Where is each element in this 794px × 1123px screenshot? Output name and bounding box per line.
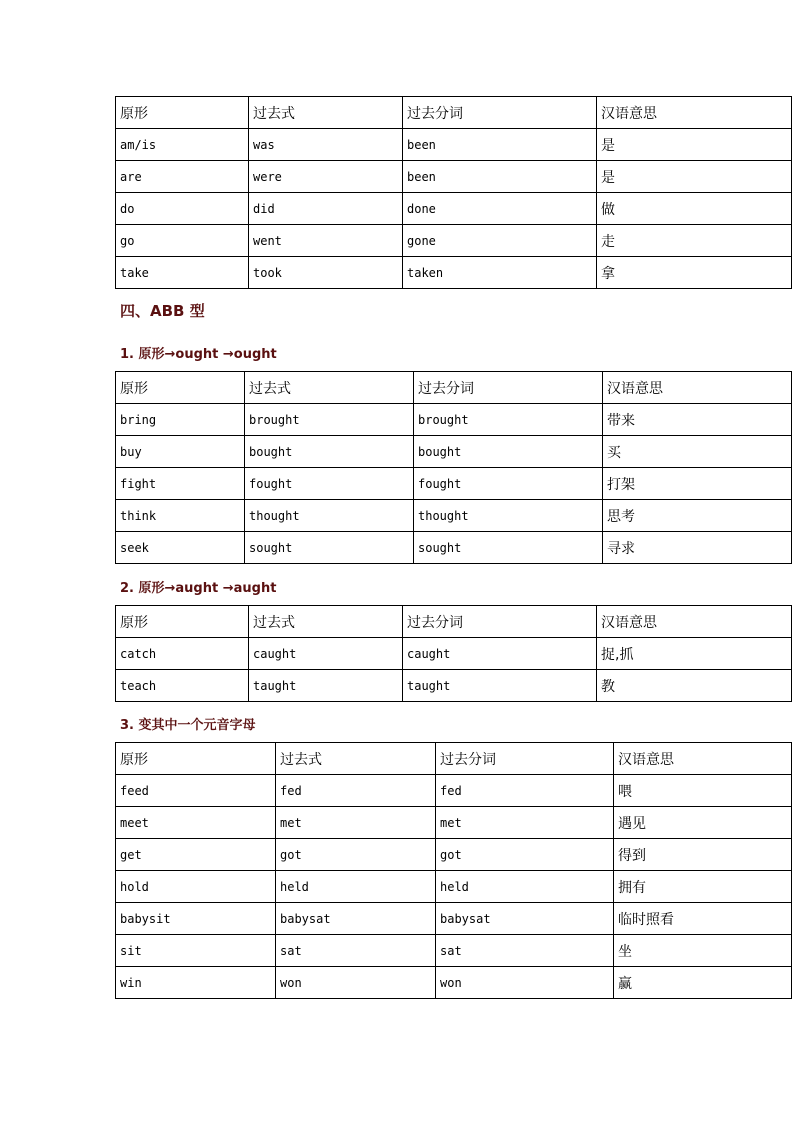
- base-form-cell: get: [116, 839, 276, 871]
- meaning-cell: 赢: [614, 967, 792, 999]
- past-participle-cell: fed: [436, 775, 614, 807]
- table-row: [116, 257, 792, 289]
- table-header-row: [116, 372, 792, 404]
- past-tense-cell: babysat: [276, 903, 436, 935]
- header-base-form: 原形: [116, 606, 249, 638]
- header-past-participle: 过去分词: [414, 372, 603, 404]
- header-past-participle: 过去分词: [403, 97, 597, 129]
- base-form-cell: take: [116, 257, 249, 289]
- table-row: [116, 775, 792, 807]
- past-tense-cell: fought: [245, 468, 414, 500]
- past-participle-cell: caught: [403, 638, 597, 670]
- past-tense-cell: met: [276, 807, 436, 839]
- base-form-cell: babysit: [116, 903, 276, 935]
- past-participle-cell: sat: [436, 935, 614, 967]
- past-tense-cell: held: [276, 871, 436, 903]
- past-participle-cell: brought: [414, 404, 603, 436]
- base-form-cell: am/is: [116, 129, 249, 161]
- header-chinese-meaning: 汉语意思: [603, 372, 792, 404]
- subheading-vowel-change: 3. 变其中一个元音字母: [120, 718, 256, 733]
- meaning-cell: 遇见: [614, 807, 792, 839]
- base-form-cell: do: [116, 193, 249, 225]
- base-form-cell: bring: [116, 404, 245, 436]
- past-tense-cell: fed: [276, 775, 436, 807]
- base-form-cell: feed: [116, 775, 276, 807]
- past-participle-cell: babysat: [436, 903, 614, 935]
- base-form-cell: think: [116, 500, 245, 532]
- meaning-cell: 临时照看: [614, 903, 792, 935]
- verb-table-vowel-change: [115, 742, 792, 999]
- past-participle-cell: bought: [414, 436, 603, 468]
- past-tense-cell: taught: [249, 670, 403, 702]
- meaning-cell: 拥有: [614, 871, 792, 903]
- header-past-tense: 过去式: [249, 97, 403, 129]
- header-past-participle: 过去分词: [436, 743, 614, 775]
- table-row: [116, 436, 792, 468]
- base-form-cell: fight: [116, 468, 245, 500]
- table-header-row: [116, 743, 792, 775]
- past-tense-cell: took: [249, 257, 403, 289]
- header-past-tense: 过去式: [249, 606, 403, 638]
- table-row: [116, 532, 792, 564]
- table-row: [116, 807, 792, 839]
- header-chinese-meaning: 汉语意思: [597, 97, 792, 129]
- base-form-cell: sit: [116, 935, 276, 967]
- past-tense-cell: sat: [276, 935, 436, 967]
- past-participle-cell: taken: [403, 257, 597, 289]
- past-tense-cell: thought: [245, 500, 414, 532]
- table-row: [116, 404, 792, 436]
- subheading-aught: 2. 原形→aught →aught: [120, 581, 277, 596]
- past-participle-cell: met: [436, 807, 614, 839]
- table-header-row: [116, 97, 792, 129]
- header-chinese-meaning: 汉语意思: [597, 606, 792, 638]
- past-participle-cell: sought: [414, 532, 603, 564]
- past-tense-cell: were: [249, 161, 403, 193]
- section-heading-abb: 四、ABB 型: [120, 302, 205, 320]
- header-past-tense: 过去式: [245, 372, 414, 404]
- table-header-row: [116, 606, 792, 638]
- header-base-form: 原形: [116, 372, 245, 404]
- meaning-cell: 拿: [597, 257, 792, 289]
- meaning-cell: 捉,抓: [597, 638, 792, 670]
- past-participle-cell: fought: [414, 468, 603, 500]
- base-form-cell: meet: [116, 807, 276, 839]
- table-row: [116, 500, 792, 532]
- meaning-cell: 走: [597, 225, 792, 257]
- header-base-form: 原形: [116, 97, 249, 129]
- meaning-cell: 寻求: [603, 532, 792, 564]
- table-row: [116, 193, 792, 225]
- table-row: [116, 468, 792, 500]
- meaning-cell: 是: [597, 129, 792, 161]
- past-tense-cell: got: [276, 839, 436, 871]
- meaning-cell: 教: [597, 670, 792, 702]
- past-tense-cell: bought: [245, 436, 414, 468]
- subheading-ought: 1. 原形→ought →ought: [120, 347, 277, 362]
- meaning-cell: 坐: [614, 935, 792, 967]
- table-row: [116, 871, 792, 903]
- verb-table-aught: [115, 605, 792, 702]
- verb-table-irregular: [115, 96, 792, 289]
- past-tense-cell: was: [249, 129, 403, 161]
- base-form-cell: catch: [116, 638, 249, 670]
- table-row: [116, 638, 792, 670]
- meaning-cell: 得到: [614, 839, 792, 871]
- meaning-cell: 是: [597, 161, 792, 193]
- past-tense-cell: sought: [245, 532, 414, 564]
- past-participle-cell: taught: [403, 670, 597, 702]
- meaning-cell: 做: [597, 193, 792, 225]
- header-chinese-meaning: 汉语意思: [614, 743, 792, 775]
- base-form-cell: teach: [116, 670, 249, 702]
- base-form-cell: are: [116, 161, 249, 193]
- past-participle-cell: thought: [414, 500, 603, 532]
- base-form-cell: hold: [116, 871, 276, 903]
- past-participle-cell: got: [436, 839, 614, 871]
- base-form-cell: buy: [116, 436, 245, 468]
- past-participle-cell: been: [403, 129, 597, 161]
- header-past-participle: 过去分词: [403, 606, 597, 638]
- meaning-cell: 喂: [614, 775, 792, 807]
- table-row: [116, 129, 792, 161]
- past-tense-cell: did: [249, 193, 403, 225]
- past-participle-cell: gone: [403, 225, 597, 257]
- table-row: [116, 903, 792, 935]
- base-form-cell: win: [116, 967, 276, 999]
- table-row: [116, 670, 792, 702]
- past-tense-cell: caught: [249, 638, 403, 670]
- table-row: [116, 839, 792, 871]
- table-row: [116, 967, 792, 999]
- base-form-cell: go: [116, 225, 249, 257]
- header-past-tense: 过去式: [276, 743, 436, 775]
- past-tense-cell: went: [249, 225, 403, 257]
- verb-table-ought: [115, 371, 792, 564]
- meaning-cell: 打架: [603, 468, 792, 500]
- past-participle-cell: held: [436, 871, 614, 903]
- past-participle-cell: won: [436, 967, 614, 999]
- meaning-cell: 思考: [603, 500, 792, 532]
- past-tense-cell: brought: [245, 404, 414, 436]
- base-form-cell: seek: [116, 532, 245, 564]
- meaning-cell: 买: [603, 436, 792, 468]
- meaning-cell: 带来: [603, 404, 792, 436]
- past-participle-cell: been: [403, 161, 597, 193]
- table-row: [116, 225, 792, 257]
- past-participle-cell: done: [403, 193, 597, 225]
- header-base-form: 原形: [116, 743, 276, 775]
- table-row: [116, 161, 792, 193]
- past-tense-cell: won: [276, 967, 436, 999]
- table-row: [116, 935, 792, 967]
